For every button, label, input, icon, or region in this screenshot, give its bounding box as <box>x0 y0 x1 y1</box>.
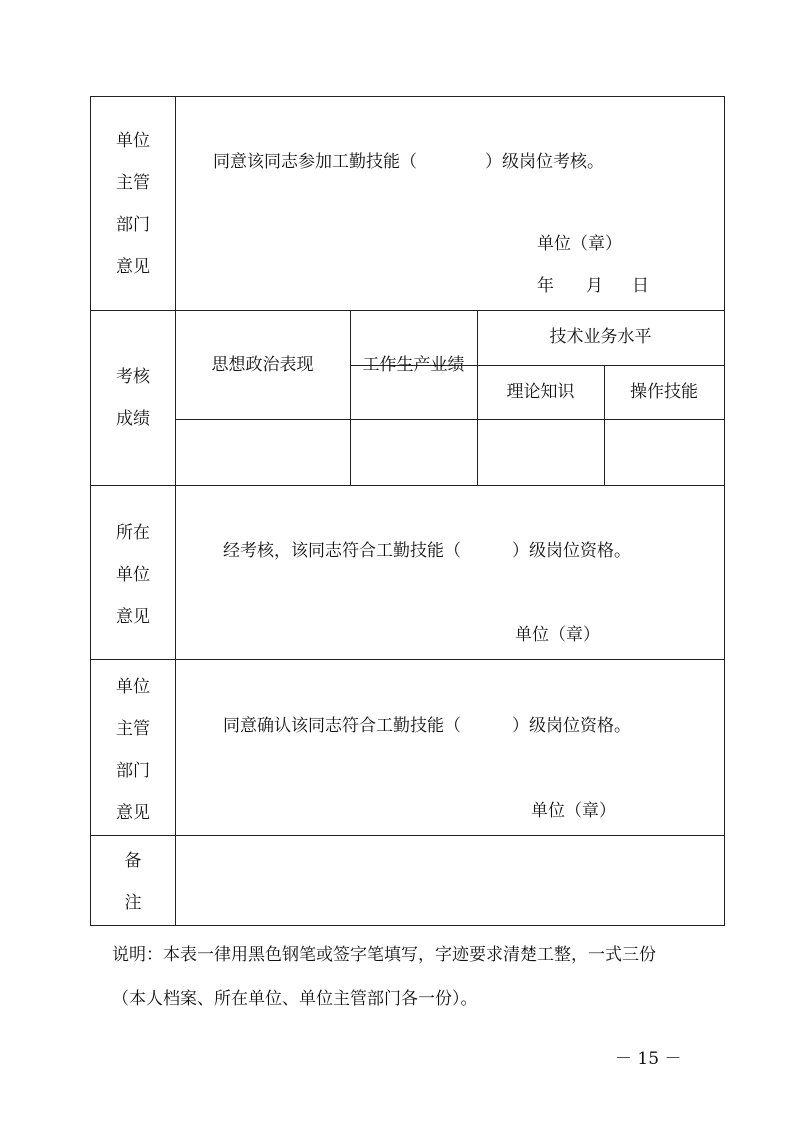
header-political-performance: 思想政治表现 <box>211 355 314 375</box>
label-char: 所在 <box>116 523 150 543</box>
label-char: 意见 <box>116 803 150 823</box>
label-char: 部门 <box>116 215 150 235</box>
header-theory-knowledge: 理论知识 <box>506 382 575 402</box>
section5-label <box>91 853 175 912</box>
section1-statement: 同意该同志参加工勤技能（ ）级岗位考核。 <box>213 152 604 172</box>
section2-label <box>91 369 175 428</box>
label-char: 部门 <box>116 761 150 781</box>
date-month: 月 <box>586 276 603 296</box>
section3-seal: 单位（章） <box>515 625 600 645</box>
label-char: 成绩 <box>116 409 150 429</box>
column-divider <box>175 97 176 925</box>
footnote-line-2: （本人档案、所在单位、单位主管部门各一份）。 <box>112 989 478 1009</box>
row-divider <box>175 419 724 420</box>
label-char: 单位 <box>116 131 150 151</box>
label-char: 单位 <box>116 565 150 585</box>
section1-label <box>91 133 175 276</box>
column-divider <box>604 365 605 485</box>
section4-statement: 同意确认该同志符合工勤技能（ ）级岗位资格。 <box>223 716 631 736</box>
label-char: 单位 <box>116 677 150 697</box>
row-divider <box>91 835 724 836</box>
section1-seal: 单位（章） <box>537 234 622 254</box>
label-char: 主管 <box>116 719 150 739</box>
header-technical-level: 技术业务水平 <box>549 327 652 347</box>
label-char: 备 <box>124 851 142 871</box>
header-work-performance: 工作生产业绩 <box>362 355 465 375</box>
label-char: 考核 <box>116 367 150 387</box>
row-divider <box>91 485 724 486</box>
label-char: 注 <box>124 893 142 913</box>
date-day: 日 <box>632 276 649 296</box>
label-char: 意见 <box>116 257 150 277</box>
page-number: － 15 － <box>615 1049 682 1069</box>
footnote-line-1: 说明：本表一律用黑色钢笔或签字笔填写，字迹要求清楚工整，一式三份 <box>112 945 656 965</box>
assessment-form-table <box>90 96 725 926</box>
label-char: 意见 <box>116 607 150 627</box>
label-char: 主管 <box>116 173 150 193</box>
section3-statement: 经考核，该同志符合工勤技能（ ）级岗位资格。 <box>223 541 631 561</box>
section4-label <box>91 679 175 822</box>
section4-seal: 单位（章） <box>531 801 616 821</box>
row-divider <box>91 310 724 311</box>
date-year: 年 <box>537 276 554 296</box>
section3-label <box>91 525 175 626</box>
column-divider <box>350 310 351 485</box>
header-operation-skill: 操作技能 <box>630 382 698 402</box>
row-divider <box>91 659 724 660</box>
